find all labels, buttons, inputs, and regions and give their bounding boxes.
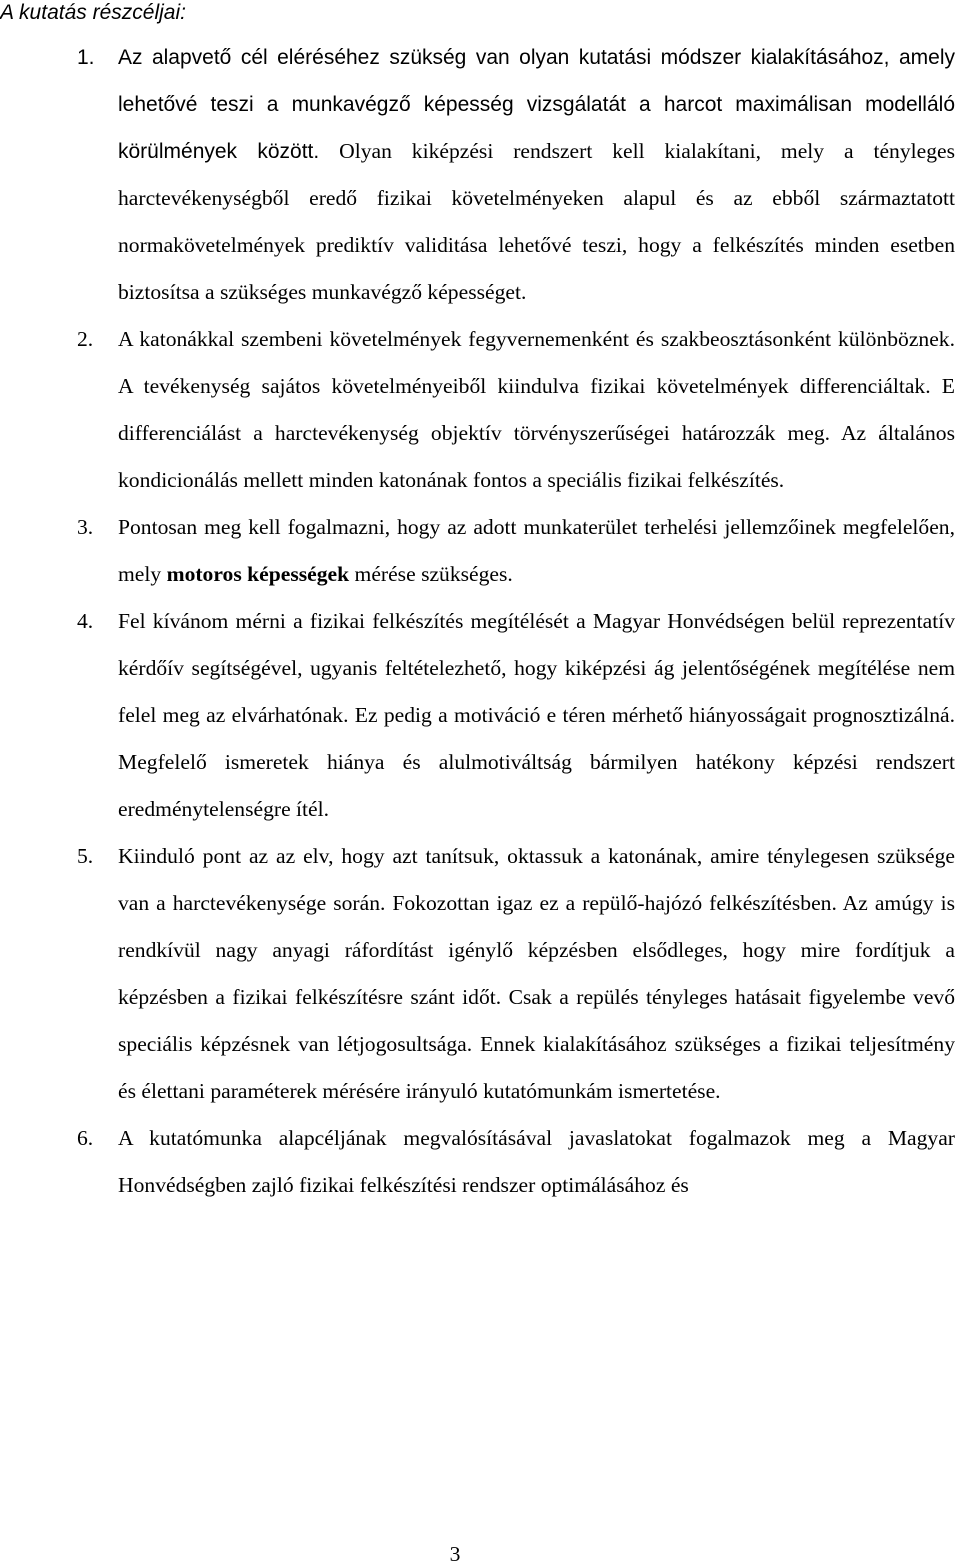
list-item-number: 4. bbox=[77, 609, 94, 633]
list-item-number: 2. bbox=[77, 327, 94, 351]
list-item-text: Olyan kiképzési rendszert kell kialakítani, mely a tényleges harctevékenységből eredő fizikai követelményeken alapul és az ebből származtatott normakövetelmények prediktív validitása lehetővé teszi, hogy a felkészítés minden esetben biztosítsa a szükséges munkavégző képességet. bbox=[118, 139, 955, 304]
list-item-6 bbox=[0, 1115, 955, 1209]
list-item-text: A katonákkal szembeni követelmények fegyvernemenként és szakbeosztásonként különböznek. A tevékenység sajátos követelményeiből kiindulva fizikai követelmények differenciáltak. E differenciálást a harctevékenység objektív törvényszerűségei határozzák meg. Az általános kondicionálás mellett minden katonának fontos a speciális fizikai felkészítés. bbox=[118, 327, 955, 492]
list-item-text: Pontosan meg kell fogalmazni, hogy az adott munkaterület terhelési jellemzőinek megfelelően, mely bbox=[118, 515, 955, 586]
list-item-text: Kiinduló pont az az elv, hogy azt tanítsuk, oktassuk a katonának, amire ténylegesen szüksége van a harctevékenysége során. Fokozottan igaz ez a repülő-hajózó felkészítésben. Az amúgy is rendkívül nagy anyagi ráfordítást igénylő képzésben elsődleges, hogy mire fordítjuk a képzésben a fizikai felkészítésre szánt időt. Csak a repülés tényleges hatásait figyelembe vevő speciális képzésnek van létjogosultsága. Ennek kialakításához szükséges a fizikai teljesítmény és élettani paraméterek mérésére irányuló kutatómunkám ismertetése. bbox=[118, 844, 955, 1103]
page-number: 3 bbox=[449, 1542, 461, 1566]
list-item-number: 6. bbox=[77, 1126, 94, 1150]
list-item-text-end: mérése szükséges. bbox=[349, 562, 513, 586]
list-item-number: 1. bbox=[77, 46, 95, 69]
section-heading: A kutatás részcéljai: bbox=[0, 1, 186, 24]
list-item-text: A kutatómunka alapcéljának megvalósításával javaslatokat fogalmazok meg a Magyar Honvédségben zajló fizikai felkészítési rendszer optimálásához és bbox=[118, 1126, 955, 1197]
list-item-number: 5. bbox=[77, 844, 94, 868]
list-item-1 bbox=[0, 34, 955, 316]
list-item-3 bbox=[0, 504, 955, 598]
list-item-5 bbox=[0, 833, 955, 1115]
list-item-2 bbox=[0, 316, 955, 504]
list-item-text: Fel kívánom mérni a fizikai felkészítés megítélését a Magyar Honvédségen belül reprezentatív kérdőív segítségével, ugyanis feltételezhető, hogy kiképzési ág jelentőségének megítélése nem felel meg az elvárhatónak. Ez pedig a motiváció e téren mérhető hiányosságait prognosztizálná. Megfelelő ismeretek hiánya és alulmotiváltság bármilyen hatékony képzési rendszert eredménytelenségre ítél. bbox=[118, 609, 955, 821]
objectives-list bbox=[0, 34, 955, 1209]
list-item-text-sans: Az alapvető cél eléréséhez szükség van olyan kutatási módszer kialakításához, amely lehetővé teszi a munkavégző képesség vizsgálatát a harcot maximálisan modelláló körülmények között. bbox=[118, 46, 955, 163]
list-item-emphasis: motoros képességek bbox=[166, 562, 350, 586]
list-item-4 bbox=[0, 598, 955, 833]
list-item-number: 3. bbox=[77, 515, 94, 539]
